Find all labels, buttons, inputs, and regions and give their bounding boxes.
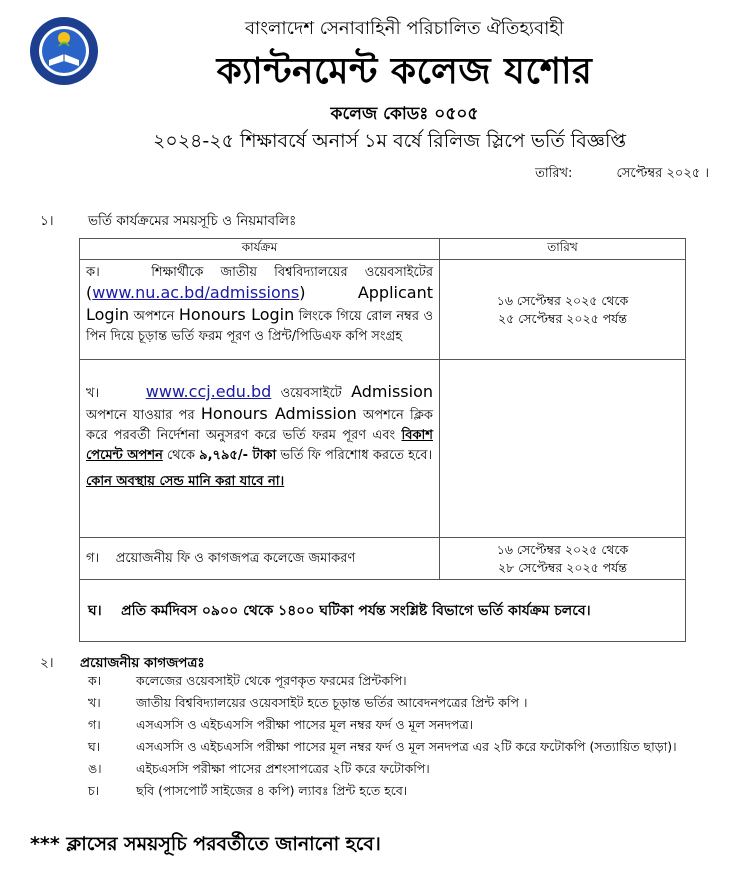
doc-text: কলেজের ওয়েবসাইট থেকে পূরণকৃত ফরমের প্রিন্টকপি। bbox=[136, 673, 407, 688]
row2-text3: অপশনে ক্লিক করে পরবর্তী নির্দেশনা অনুসরণ করে ভর্তি ফরম পূরণ এবং bbox=[86, 408, 434, 443]
notice-title: ২০২৪-২৫ শিক্ষাবর্ষে অনার্স ১ম বর্ষে রিলিজ স্লিপে ভর্তি বিজ্ঞপ্তি bbox=[153, 130, 626, 152]
list-item bbox=[88, 717, 728, 733]
doc-key: খ। bbox=[88, 695, 101, 710]
table-row bbox=[80, 538, 686, 580]
row2-text2: অপশনে যাওয়ার পর bbox=[86, 408, 195, 423]
doc-text: জাতীয় বিশ্ববিদ্যালয়ের ওয়েবসাইট হতে চূড়ান্ত ভর্তির আবেদনপত্রের প্রিন্ট কপি । bbox=[136, 695, 528, 710]
row1-after-link: ) Applicant Login bbox=[86, 283, 433, 324]
doc-text: ছবি (পাসপোর্ট সাইজের ৪ কপি) ল্যাবঃ প্রিন্ট হতে হবে। bbox=[136, 783, 408, 798]
col-date-header: তারিখ bbox=[440, 239, 686, 260]
super-title: বাংলাদেশ সেনাবাহিনী পরিচালিত ঐতিহ্যবাহী bbox=[245, 18, 564, 39]
list-item bbox=[88, 695, 728, 711]
row3-date bbox=[440, 538, 686, 580]
doc-key: গ। bbox=[88, 717, 101, 732]
row3-date-to: ২৮ সেপ্টেম্বর ২০২৫ পর্যন্ত bbox=[498, 559, 627, 575]
row2-key: খ। bbox=[86, 386, 100, 401]
row1-text3: লিংকে গিয়ে রোল নম্বর ও পিন দিয়ে চূড়ান্ত ভর্তি ফরম পূরণ ও প্রিন্ট/পিডিএফ কপি সংগ্রহ bbox=[86, 309, 434, 344]
row3-key: গ। bbox=[86, 550, 100, 566]
list-item bbox=[88, 761, 728, 777]
row1-key: ক। bbox=[86, 265, 100, 280]
row4-text: প্রতি কর্মদিবস ০৯০০ থেকে ১৪০০ ঘটিকা পর্যন্ত সংশ্লিষ্ট বিভাগে ভর্তি কার্যক্রম চলবে। bbox=[121, 602, 591, 619]
list-item bbox=[88, 783, 728, 799]
table-header-row bbox=[80, 239, 686, 260]
ccj-website-link[interactable]: www.ccj.edu.bd bbox=[145, 382, 272, 401]
college-code: কলেজ কোডঃ ০৫০৫ bbox=[330, 104, 479, 124]
footer-note: *** ক্লাসের সময়সূচি পরবর্তীতে জানানো হবে। bbox=[30, 833, 381, 855]
row2-date bbox=[440, 360, 686, 538]
row4-activity bbox=[80, 580, 686, 642]
row3-text: প্রয়োজনীয় ফি ও কাগজপত্র কলেজে জমাকরণ bbox=[115, 550, 356, 566]
schedule-table bbox=[79, 238, 686, 642]
doc-key: চ। bbox=[88, 783, 100, 798]
row1-date-to: ২৫ সেপ্টেম্বর ২০২৫ পর্যন্ত bbox=[498, 310, 627, 326]
section1-number: ১। bbox=[40, 213, 54, 229]
doc-key: ঙ। bbox=[88, 761, 102, 776]
documents-list bbox=[88, 673, 728, 805]
college-name: ক্যান্টনমেন্ট কলেজ যশোর bbox=[216, 51, 593, 92]
col-activity-header: কার্যক্রম bbox=[80, 239, 440, 260]
row2-honours-admission: Honours Admission bbox=[200, 404, 357, 423]
doc-text: এসএসসি ও এইচএসসি পরীক্ষা পাসের মূল নম্বর ফর্দ ও মূল সনদপত্র। bbox=[136, 717, 474, 732]
row4-key: ঘ। bbox=[88, 602, 102, 619]
doc-key: ক। bbox=[88, 673, 102, 688]
row1-open-paren: ( bbox=[86, 283, 93, 302]
row1-text2: অপশনে bbox=[133, 309, 175, 324]
doc-text: এসএসসি ও এইচএসসি পরীক্ষা পাসের মূল নম্বর ফর্দ ও মূল সনদপত্র এর ২টি করে ফটোকপি (সত্যায়িত ছাড়া)। bbox=[136, 739, 677, 754]
date-value: সেপ্টেম্বর ২০২৫ । bbox=[616, 166, 709, 181]
section2-number: ২। bbox=[40, 655, 54, 671]
date-line bbox=[535, 164, 709, 185]
row1-text1: শিক্ষার্থীকে জাতীয় বিশ্ববিদ্যালয়ের ওয়েবসাইটের bbox=[151, 265, 433, 280]
row3-activity bbox=[80, 538, 440, 580]
list-item bbox=[88, 739, 728, 755]
section2-title: প্রয়োজনীয় কাগজপত্রঃ bbox=[80, 655, 205, 671]
row1-activity bbox=[80, 260, 440, 360]
doc-key: ঘ। bbox=[88, 739, 101, 754]
row2-text4: থেকে bbox=[166, 448, 195, 463]
row2-activity bbox=[80, 360, 440, 538]
nu-admissions-link[interactable]: www.nu.ac.bd/admissions bbox=[92, 283, 300, 302]
table-row bbox=[80, 580, 686, 642]
row2-bkash-option: বিকাশ পেমেন্ট অপশন bbox=[86, 428, 433, 463]
row2-text1: ওয়েবসাইটে bbox=[280, 386, 342, 401]
row2-warning: কোন অবস্থায় সেন্ড মানি করা যাবে না। bbox=[86, 474, 285, 489]
list-item bbox=[88, 673, 728, 689]
row3-date-from: ১৬ সেপ্টেম্বর ২০২৫ থেকে bbox=[496, 541, 629, 557]
row1-honours-login: Honours Login bbox=[178, 305, 295, 324]
row1-date-from: ১৬ সেপ্টেম্বর ২০২৫ থেকে bbox=[496, 292, 629, 308]
date-label: তারিখ: bbox=[535, 166, 573, 181]
section1-title: ভর্তি কার্যক্রমের সময়সূচি ও নিয়মাবলিঃ bbox=[88, 213, 297, 229]
row1-date bbox=[440, 260, 686, 360]
doc-text: এইচএসসি পরীক্ষা পাসের প্রশংসাপত্রের ২টি করে ফটোকপি। bbox=[136, 761, 430, 776]
row2-amount: ৯,৭৯৫/- টাকা bbox=[199, 448, 277, 463]
table-row bbox=[80, 360, 686, 538]
row2-text5: ভর্তি ফি পরিশোধ করতে হবে। bbox=[280, 448, 433, 463]
table-row bbox=[80, 260, 686, 360]
row2-admission: Admission bbox=[351, 382, 433, 401]
